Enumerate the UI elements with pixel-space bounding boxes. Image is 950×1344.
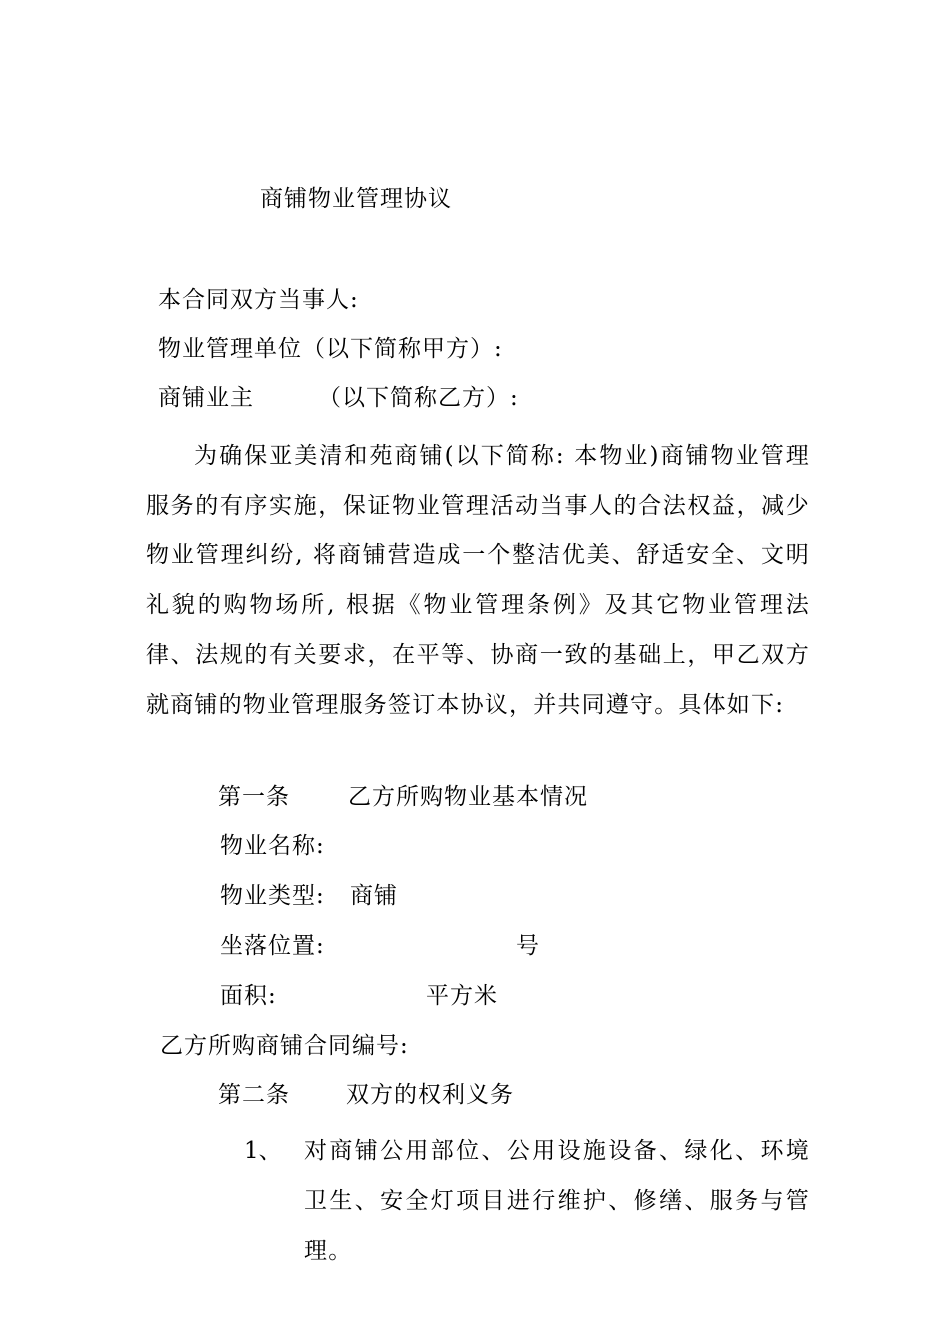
party-b-label: 商铺业主 xyxy=(158,385,254,411)
article1-number: 第一条 xyxy=(218,784,290,810)
article2-heading: 双方的权利义务 xyxy=(346,1082,514,1108)
area-unit: 平方米 xyxy=(426,983,498,1009)
article2-number: 第二条 xyxy=(218,1082,290,1108)
article1-heading: 乙方所购物业基本情况 xyxy=(348,784,588,810)
contract-number-label: 乙方所购商铺合同编号: xyxy=(160,1033,409,1059)
property-type-value: 商铺 xyxy=(350,883,398,909)
article2-item-number: 1、 xyxy=(244,1138,282,1164)
article2-item-text: 对商铺公用部位、公用设施设备、绿化、环境卫生、安全灯项目进行维护、修缮、服务与管理。 xyxy=(304,1138,810,1264)
property-type-label: 物业类型: xyxy=(220,883,325,909)
property-name-label: 物业名称: xyxy=(220,833,325,859)
party-a-line: 物业管理单位（以下简称甲方）: xyxy=(158,336,503,362)
document-title: 商铺物业管理协议 xyxy=(260,186,452,212)
party-b-suffix: （以下简称乙方）: xyxy=(318,385,519,411)
location-label: 坐落位置: xyxy=(220,933,325,959)
parties-intro: 本合同双方当事人: xyxy=(158,287,359,313)
location-suffix: 号 xyxy=(516,933,540,959)
preamble-paragraph: 为确保亚美清和苑商铺(以下简称: 本物业)商铺物业管理服务的有序实施，保证物业管理活动当事人的合法权益，减少物业管理纠纷, 将商铺营造成一个整洁优美、舒适安全、文明礼貌的购物场所, 根据《物业管理条例》及其它物业管理法律、法规的有关要求，在平等、协商一致的基础上，甲乙双方就商铺的物业管理服务签订本协议，并共同遵守。具体如下: xyxy=(146,443,810,718)
area-label: 面积: xyxy=(220,983,277,1009)
